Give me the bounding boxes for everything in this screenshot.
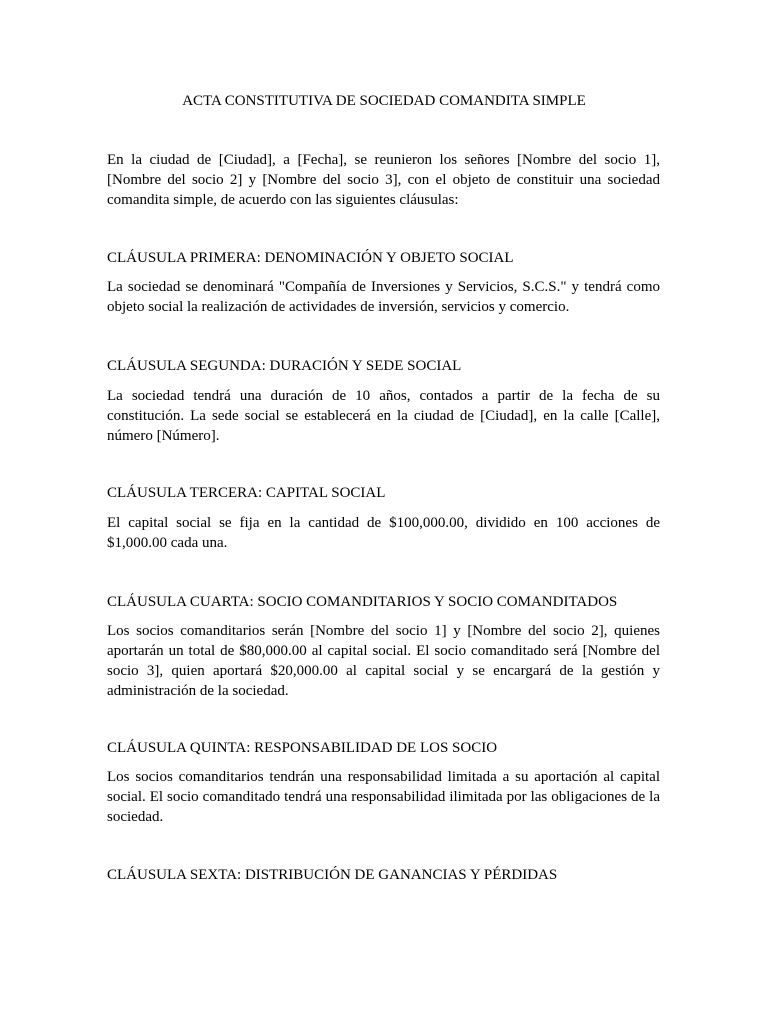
clause-3-heading: CLÁUSULA TERCERA: CAPITAL SOCIAL (107, 485, 386, 501)
clause-3-body: El capital social se fija en la cantidad de $100,000.00, dividido en 100 acciones de $1,000.00 cada una. (107, 515, 660, 551)
clause-2-body-block (107, 386, 660, 446)
clause-1-heading: CLÁUSULA PRIMERA: DENOMINACIÓN Y OBJETO SOCIAL (107, 250, 514, 266)
clause-5-heading: CLÁUSULA QUINTA: RESPONSABILIDAD DE LOS SOCIO (107, 740, 498, 756)
intro-section (107, 150, 660, 210)
clause-1-body: La sociedad se denominará "Compañía de Inversiones y Servicios, S.C.S." y tendrá como objeto social la realización de actividades de inversión, servicios y comercio. (107, 279, 660, 315)
clause-1-heading-block (107, 249, 660, 267)
clause-5-body-block (107, 767, 660, 827)
clause-6-heading-block (107, 866, 660, 884)
clause-6-heading: CLÁUSULA SEXTA: DISTRIBUCIÓN DE GANANCIAS Y PÉRDIDAS (107, 867, 558, 883)
clause-5-heading-block (107, 739, 660, 757)
clause-2-heading-block (107, 357, 660, 375)
clause-2-heading: CLÁUSULA SEGUNDA: DURACIÓN Y SEDE SOCIAL (107, 358, 462, 374)
clause-4-body: Los socios comanditarios serán [Nombre del socio 1] y [Nombre del socio 2], quienes aportarán un total de $80,000.00 al capital social. El socio comanditado será [Nombre del socio 3], quien aportará $20,000.00 al capital social y se encargará de la gestión y administración de la sociedad. (107, 623, 660, 699)
clause-1-body-block (107, 277, 660, 317)
clause-4-body-block (107, 621, 660, 701)
clause-3-heading-block (107, 484, 660, 502)
clause-4-heading-block (107, 593, 660, 611)
clause-2-body: La sociedad tendrá una duración de 10 años, contados a partir de la fecha de su constitución. La sede social se establecerá en la ciudad de [Ciudad], en la calle [Calle], número [Número]. (107, 388, 660, 444)
intro-paragraph: En la ciudad de [Ciudad], a [Fecha], se reunieron los señores [Nombre del socio 1], [Nombre del socio 2] y [Nombre del socio 3], con el objeto de constituir una sociedad comandita simple, de acuerdo con las siguientes cláusulas: (107, 152, 660, 208)
clause-5-body: Los socios comanditarios tendrán una responsabilidad limitada a su aportación al capital social. El socio comanditado tendrá una responsabilidad ilimitada por las obligaciones de la sociedad. (107, 769, 660, 825)
document-title: ACTA CONSTITUTIVA DE SOCIEDAD COMANDITA SIMPLE (182, 93, 586, 109)
clause-3-body-block (107, 513, 660, 553)
clause-4-heading: CLÁUSULA CUARTA: SOCIO COMANDITARIOS Y SOCIO COMANDITADOS (107, 594, 618, 610)
